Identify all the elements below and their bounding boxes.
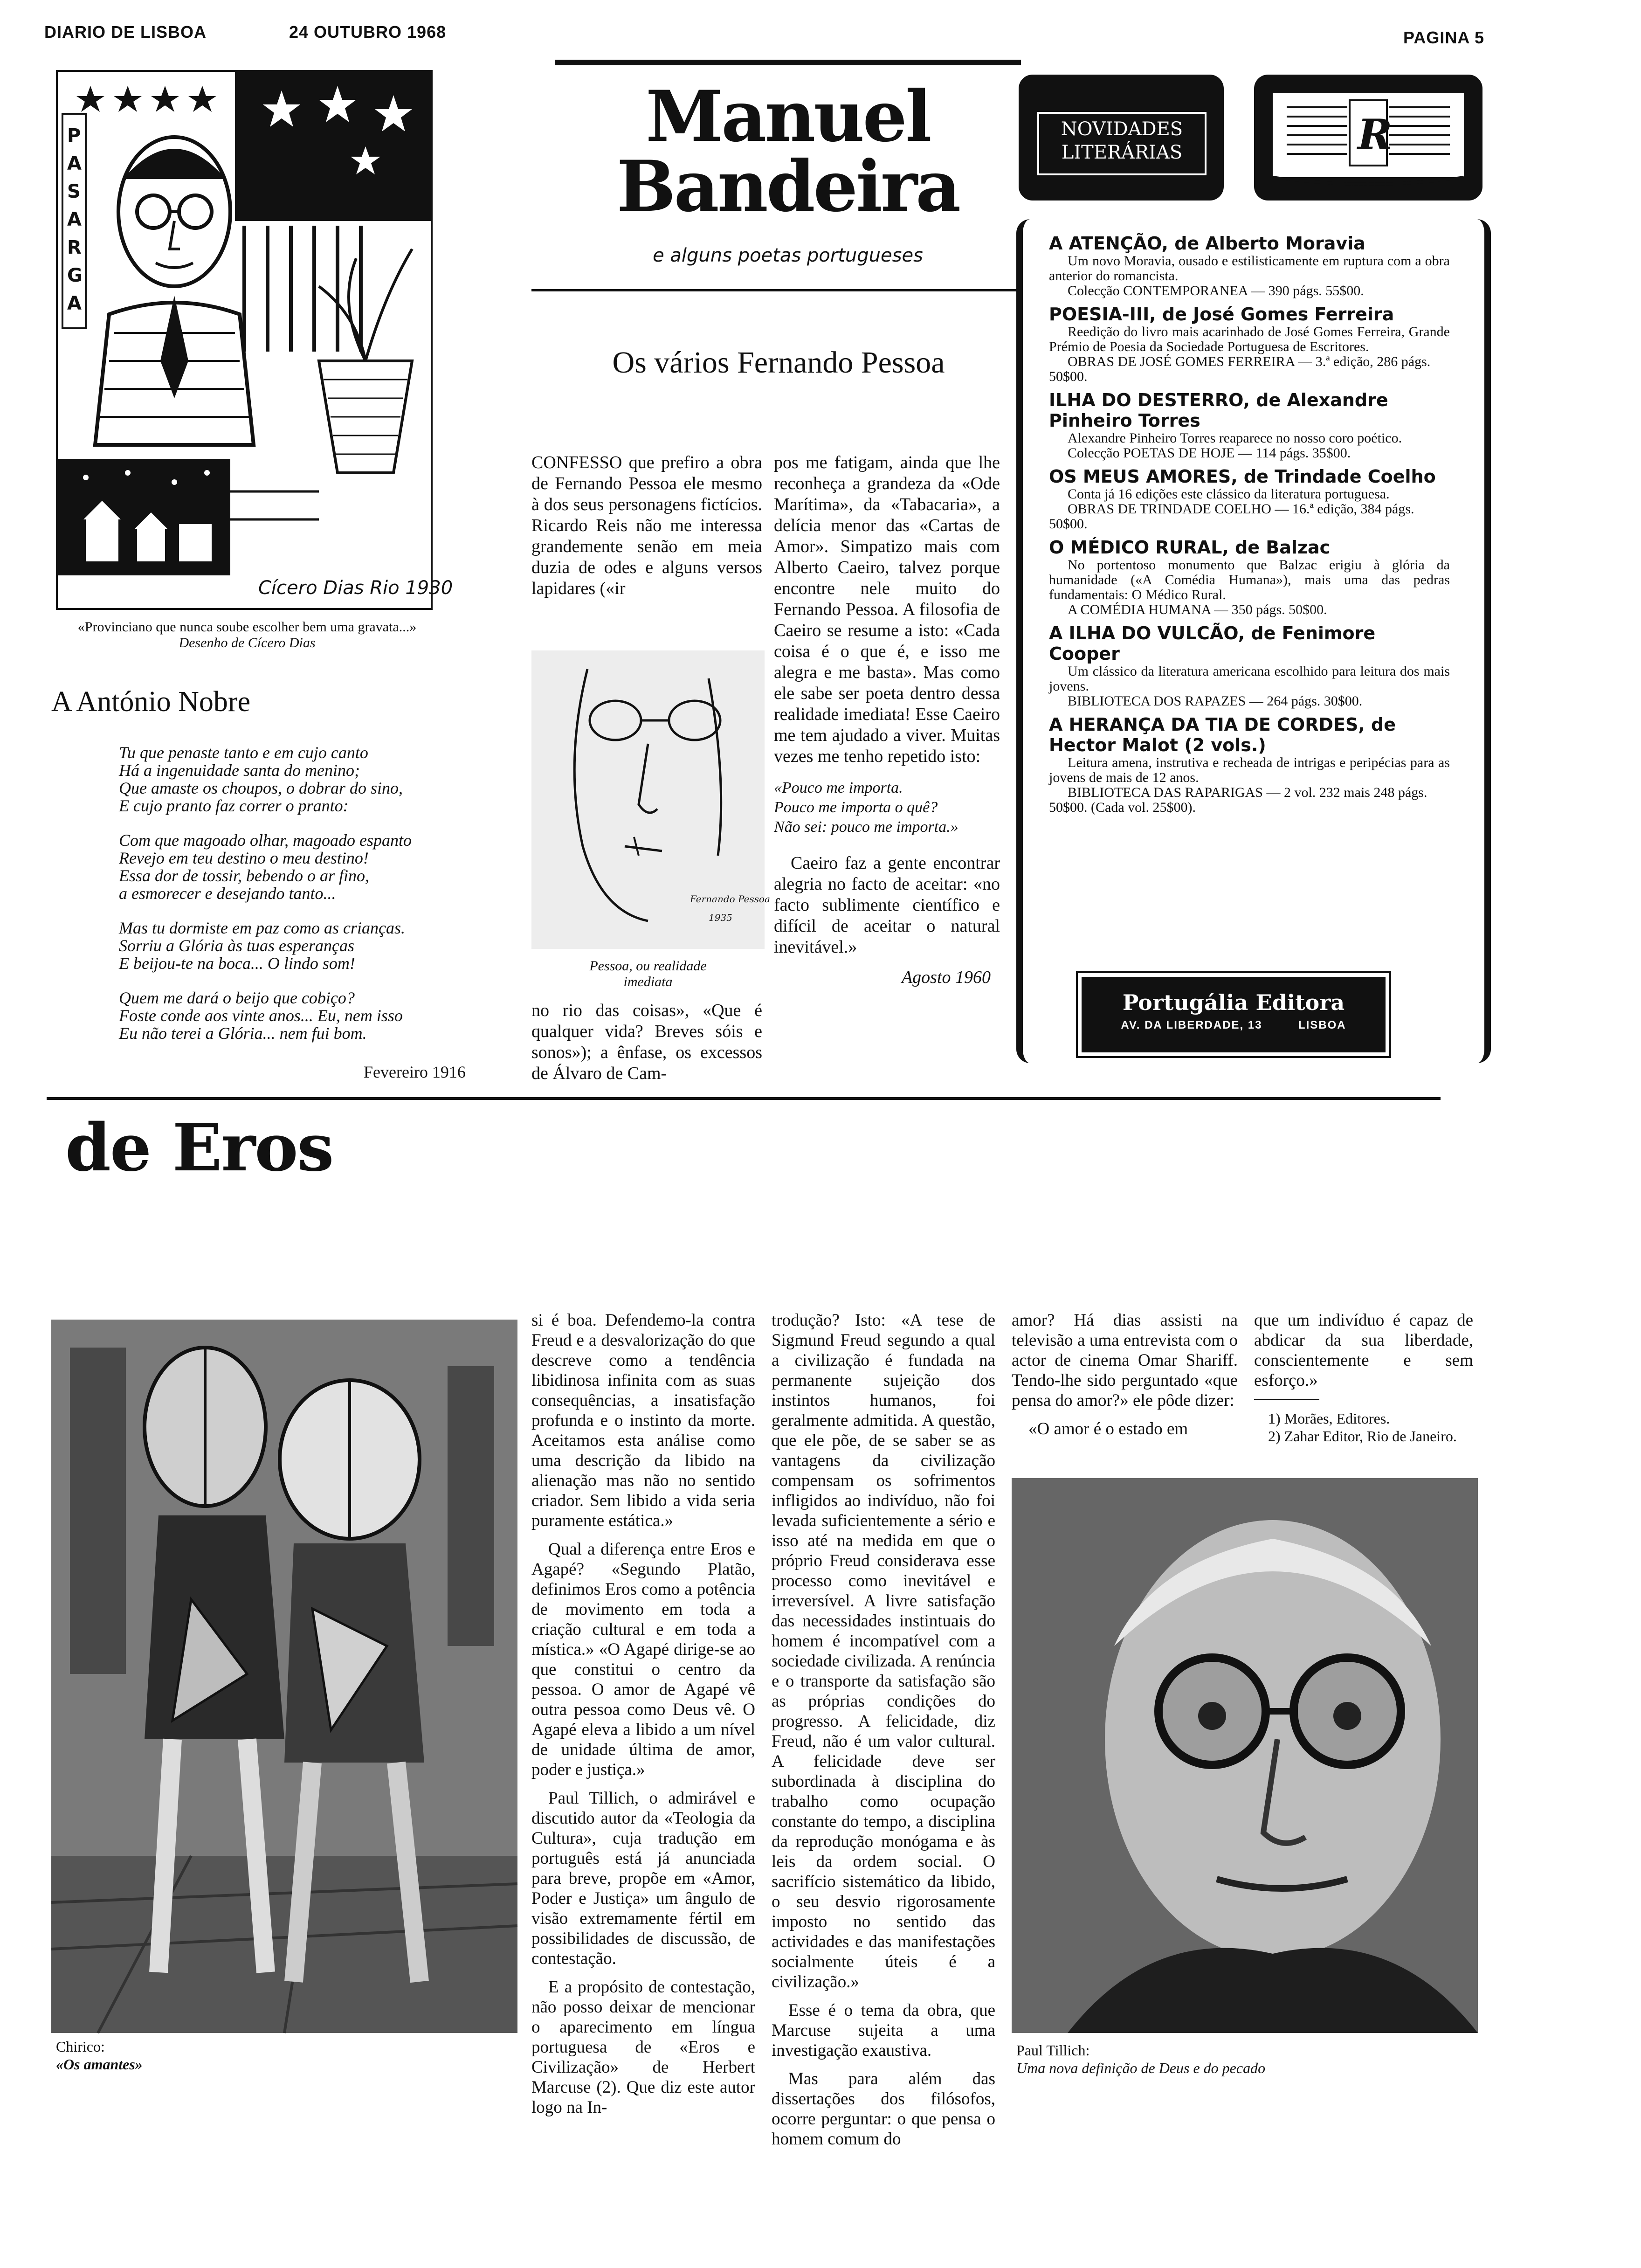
- book-item: POESIA-III, de José Gomes Ferreira Reedição do livro mais acarinhado de José Gomes Ferreira, Grande Prémio de Poesia da Sociedade Portuguesa de Escritores. OBRAS DE JOSÉ GOMES FERREIRA — 3.ª edição, 286 págs. 50$00.: [1049, 304, 1450, 384]
- poem-stanza: Com que magoado olhar, magoado espanto Revejo em teu destino o meu destino! Essa dor de tossir, bebendo o ar fino, a esmorecer e desejando tanto...: [119, 831, 412, 903]
- article-signoff: Agosto 1960: [901, 968, 991, 987]
- sketch-note: Fernando Pessoa: [690, 893, 770, 905]
- logo-letter: R: [1358, 110, 1393, 159]
- section-title: Os vários Fernando Pessoa: [612, 346, 945, 380]
- footnote-rule: [1254, 1399, 1319, 1400]
- svg-text:S: S: [67, 181, 81, 202]
- pessoa-caption: Pessoa, ou realidade imediata: [589, 958, 707, 989]
- poem-stanza: Tu que penaste tanto e em cujo canto Há a ingenuidade santa do menino; Que amaste os choupos, o dobrar do sino, E cujo pranto faz correr o pranto:: [119, 743, 403, 815]
- novidades-label: LITERÁRIAS: [1061, 142, 1183, 163]
- eros-column-4: que um indivíduo é capaz de abdicar da sua liberdade, conscientemente e sem esforço.» 1) Morães, Editores. 2) Zahar Editor, Rio de Janeiro.: [1254, 1311, 1473, 1445]
- publisher-address: AV. DA LIBERDADE, 13: [1121, 1019, 1262, 1031]
- svg-text:G: G: [67, 265, 83, 286]
- publisher-name: Portugália Editora: [1122, 990, 1345, 1015]
- illustration-signature: Cícero Dias Rio 1930: [258, 577, 453, 599]
- top-rule: [555, 60, 1021, 65]
- novidades-badge: [1019, 75, 1224, 201]
- issue-date: 24 OUTUBRO 1968: [289, 22, 447, 41]
- tillich-caption: Paul Tillich: Uma nova definição de Deus e do pecado: [1016, 2042, 1266, 2076]
- svg-text:A: A: [67, 153, 82, 174]
- publisher-logo-badge: [1254, 75, 1482, 201]
- poem-body: [119, 744, 492, 1059]
- book-item: O MÉDICO RURAL, de Balzac No portentoso monumento que Balzac erigiu à glória da humanidade («A Comédia Humana»), mais uma das pedras fundamentais: O Médico Rural. A COMÉDIA HUMANA — 350 págs. 50$00.: [1049, 537, 1450, 617]
- chirico-caption: Chirico: «Os amantes»: [56, 2038, 143, 2073]
- book-item: A ILHA DO VULCÃO, de Fenimore Cooper Um clássico da literatura americana escolhido para leitura dos mais jovens. BIBLIOTECA DOS RAPAZES — 264 págs. 30$00.: [1049, 623, 1450, 709]
- section-divider: [47, 1097, 1441, 1100]
- novidades-label: NOVIDADES: [1061, 118, 1183, 140]
- chirico-painting: [51, 1320, 517, 2033]
- book-item: A HERANÇA DA TIA DE CORDES, de Hector Malot (2 vols.) Leitura amena, instrutiva e recheada de intrigas e peripécias para as jovens de mais de 12 anos. BIBLIOTECA DAS RAPARIGAS — 2 vol. 232 mais 248 págs. 50$00. (Cada vol. 25$00).: [1049, 714, 1450, 815]
- book-list: [1049, 233, 1450, 821]
- bandeira-portrait-drawing: [56, 70, 453, 610]
- poem-title: A António Nobre: [51, 686, 251, 718]
- footnote: 1) Morães, Editores.: [1268, 1410, 1390, 1427]
- svg-text:A: A: [67, 209, 82, 230]
- poem-stanza: Quem me dará o beijo que cobiço? Foste conde aos vinte anos... Eu, nem isso Eu não terei a Glória... nem fui bom.: [119, 989, 403, 1043]
- book-item: A ATENÇÃO, de Alberto Moravia Um novo Moravia, ousado e estilisticamente em ruptura com a obra anterior do romancista. Colecção CONTEMPORANEA — 390 págs. 55$00.: [1049, 233, 1450, 298]
- book-item: OS MEUS AMORES, de Trindade Coelho Conta já 16 edições este clássico da literatura portuguesa. OBRAS DE TRINDADE COELHO — 16.ª edição, 384 págs. 50$00.: [1049, 466, 1436, 532]
- footnote: 2) Zahar Editor, Rio de Janeiro.: [1268, 1428, 1457, 1445]
- caeiro-quote: «Pouco me importa. Pouco me importa o quê? Não sei: pouco me importa.»: [774, 779, 958, 836]
- illustration-caption: «Provinciano que nunca soube escolher bem uma gravata...» Desenho de Cícero Dias: [77, 619, 417, 650]
- eros-headline: de Eros: [65, 1110, 333, 1186]
- pessoa-sketch: [531, 650, 770, 949]
- poem-date: Fevereiro 1916: [364, 1063, 466, 1081]
- svg-text:A: A: [67, 293, 82, 314]
- eros-column-1: si é boa. Defendemo-la contra Freud e a desvalorização do que descreve como a tendência libidinosa infinita com as suas consequências, a insatisfação profunda e o instinto da morte. Aceitamos esta análise como uma descrição da libido na alienação mas não no sentido criador. Sem libido a vida seria puramente estática.» Qual a diferença entre Eros e Agapé? «Segundo Platão, definimos Eros como a potência de movimento em toda a criação cultural e em toda a mística.» «O Agapé dirige-se ao que constitui o centro da pessoa. O amor de Agapé vê outra pessoa como Deus vê. O Agapé eleva a libido a um nível de unidade última de amor, poder e justiça.» Paul Tillich, o admirável e discutido autor da «Teologia da Cultura», cuja tradução em português está já anunciada para breve, propõe em «Amor, Poder e Justiça» um ângulo de visão extremamente fértil em possibilidades de discussão, de contestação. E a propósito de contestação, não posso deixar de mencionar o aparecimento em língua portuguesa de «Eros e Civilização» de Herbert Marcuse (2). Que diz este autor logo na In-: [531, 1311, 755, 2117]
- sketch-note: 1935: [709, 912, 732, 923]
- pasargada-letter: P: [67, 125, 81, 146]
- subtitle-rule: [531, 289, 1021, 291]
- eros-column-3: amor? Há dias assisti na televisão a uma entrevista com o actor de cinema Omar Shariff. Tendo-lhe sido perguntado «que pensa do amor?» ele pôde dizer: «O amor é o estado em: [1012, 1311, 1238, 1438]
- article-title: Manuel Bandeira: [616, 76, 959, 228]
- poem-stanza: Mas tu dormiste em paz como as crianças. Sorriu a Glória às tuas esperanças E beijou-te na boca... O lindo som!: [119, 919, 405, 973]
- article-column-2: pos me fatigam, ainda que lhe reconheça a grandeza da «Ode Marítima», da «Tabacaria», a delícia menor das «Cartas de Amor». Simpatizo mais com Alberto Caeiro, talvez porque encontre nele muito do Fernando Pessoa. A filosofia de Caeiro se resume a isto: «Cada coisa é o que é, e isso me alegra e me basta». Mas como ele sabe ser poeta dentro dessa realidade imediata! Esse Caeiro me tem ajudado a viver. Muitas vezes me tenho repetido isto: «Pouco me importa. Pouco me importa o quê? Não sei: pouco me importa.» Caeiro faz a gente encontrar alegria no facto de aceitar: «no facto sublimente científico e difícil de aceitar o natural inevitável.» Agosto 1960: [774, 453, 1000, 987]
- eros-column-2: trodução? Isto: «A tese de Sigmund Freud segundo a qual a civilização é fundada na permanente sujeição dos instintos humanos, foi geralmente admitida. A questão, que ele põe, de se saber se as vantagens da civilização compensam os sofrimentos infligidos ao indivíduo, não foi levada suficientemente a sério e isso até na medida em que o próprio Freud considerava esse processo como inevitável e irreversível. A livre satisfação das necessidades instintuais do homem é incompatível com a sociedade civilizada. A renúncia e o transporte da satisfação são as próprias condições do progresso. A felicidade, diz Freud, não é um valor cultural. A felicidade deve ser subordinada à disciplina do trabalho como ocupação constante do tempo, a disciplina da reprodução monógama e às leis da ordem social. O sacrifício sistemático da libido, o seu desvio rigorosamente imposto no sentido das actividades e das manifestações socialmente úteis é a civilização.» Esse é o tema da obra, que Marcuse sujeita a uma investigação exaustiva. Mas para além das dissertações dos filósofos, ocorre perguntar: o que pensa o homem comum do: [772, 1311, 995, 2149]
- tillich-photo: [1012, 1478, 1478, 2033]
- book-item: ILHA DO DESTERRO, de Alexandre Pinheiro Torres Alexandre Pinheiro Torres reaparece no nosso coro poético. Colecção POETAS DE HOJE — 114 págs. 35$00.: [1049, 390, 1402, 461]
- article-column-1b: no rio das coisas», «Que é qualquer vida? Breves sóis e sonos»); a ênfase, os excessos de Álvaro de Cam-: [531, 1001, 762, 1083]
- publisher-city: LISBOA: [1298, 1019, 1346, 1031]
- page-number: PAGINA 5: [1403, 28, 1485, 47]
- article-column-1: CONFESSO que prefiro a obra de Fernando Pessoa ele mesmo à dos seus personagens fictícios. Ricardo Reis não me interessa grandemente senão em meia duzia de odes e alguns versos lapidares («ir: [531, 453, 762, 598]
- publisher-box: [1082, 977, 1386, 1052]
- svg-text:R: R: [67, 237, 82, 258]
- article-subtitle: e alguns poetas portugueses: [653, 245, 923, 266]
- newspaper-name: DIARIO DE LISBOA: [44, 22, 207, 41]
